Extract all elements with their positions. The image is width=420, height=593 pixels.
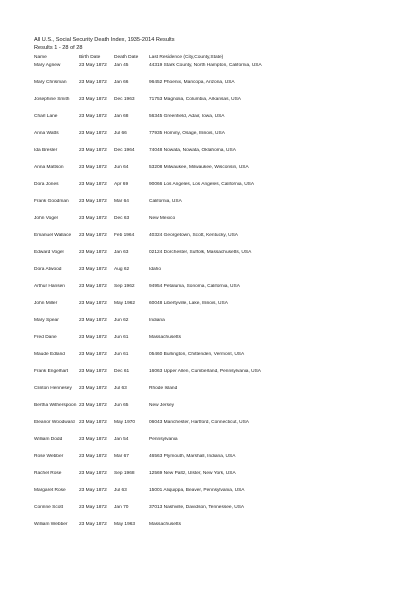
table-row [34,454,389,471]
cell-birth-date: 23 May 1872 [79,199,107,204]
cell-birth-date: 23 May 1872 [79,233,107,238]
cell-last-residence: 60048 Libertyville, Lake, Illinois, USA [149,301,228,306]
cell-death-date: Jun 61 [114,352,129,357]
cell-death-date: Jun 65 [114,403,129,408]
cell-birth-date: 23 May 1872 [79,488,107,493]
cell-name: Mary Chrisman [34,80,67,85]
cell-name: Frank Goodman [34,199,69,204]
cell-last-residence: 12569 New Paltz, Ulster, New York, USA [149,471,236,476]
cell-name: Eleanor Woodward [34,420,75,425]
cell-death-date: Jul 66 [114,131,127,136]
cell-name: Clinton Hennesey [34,386,72,391]
cell-birth-date: 23 May 1872 [79,369,107,374]
cell-last-residence: Rhode Island [149,386,178,391]
cell-death-date: May 1963 [114,522,136,527]
cell-name: Anna Watts [34,131,59,136]
cell-name: Maude Edland [34,352,65,357]
table-row [34,199,389,216]
cell-name: Edward Vogel [34,250,64,255]
document-title: All U.S., Social Security Death Index, 1935-2014 Results [34,37,175,43]
table-row [34,522,389,539]
cell-death-date: Jul 63 [114,386,127,391]
cell-last-residence: 77935 Hominy, Osage, Illinois, USA [149,131,225,136]
cell-death-date: Dec 1963 [114,97,135,102]
header-row [34,55,389,63]
cell-last-residence: California, USA [149,199,182,204]
cell-name: Bertha Witherspoon [34,403,77,408]
table-row [34,386,389,403]
cell-last-residence: Massachusetts [149,335,181,340]
cell-last-residence: 02124 Dorchester, Suffolk, Massachusetts, USA [149,250,252,255]
cell-last-residence: 44319 Stark County, North Hampton, California, USA [149,63,262,68]
cell-last-residence: New Mexico [149,216,176,221]
cell-birth-date: 23 May 1872 [79,114,107,119]
cell-birth-date: 23 May 1872 [79,165,107,170]
cell-birth-date: 23 May 1872 [79,250,107,255]
cell-death-date: May 1962 [114,301,136,306]
table-row [34,301,389,318]
cell-death-date: Sep 1962 [114,284,135,289]
table-row [34,148,389,165]
cell-birth-date: 23 May 1872 [79,284,107,289]
cell-birth-date: 23 May 1872 [79,522,107,527]
table-row [34,403,389,420]
cell-last-residence: 46563 Plymouth, Marshall, Indiana, USA [149,454,236,459]
cell-birth-date: 23 May 1872 [79,335,107,340]
cell-death-date: Apr 69 [114,182,129,187]
cell-death-date: Jun 64 [114,165,129,170]
table-row [34,250,389,267]
table-row [34,182,389,199]
cell-last-residence: 90066 Los Angeles, Los Angeles, California, USA [149,182,255,187]
cell-name: Arthur Hansen [34,284,65,289]
table-row [34,80,389,97]
cell-birth-date: 23 May 1872 [79,63,107,68]
cell-birth-date: 23 May 1872 [79,318,107,323]
cell-name: Emanuel Wallace [34,233,72,238]
header-name: Name [34,55,47,60]
table-row [34,420,389,437]
table-row [34,352,389,369]
cell-name: Margaret Rose [34,488,66,493]
table-row [34,505,389,522]
cell-name: Frank Engelhart [34,369,69,374]
cell-death-date: Jan 54 [114,437,129,442]
table-row [34,63,389,80]
cell-last-residence: 16063 Upper Allen, Cumberland, Pennsylvania, USA [149,369,261,374]
cell-last-residence: 15001 Aliquippa, Beaver, Pennsylvania, USA [149,488,245,493]
cell-birth-date: 23 May 1872 [79,471,107,476]
cell-last-residence: 40324 Georgetown, Scott, Kentucky, USA [149,233,238,238]
cell-last-residence: Pennsylvania [149,437,178,442]
cell-death-date: Sep 1968 [114,471,135,476]
table-row [34,114,389,131]
cell-name: Rachel Rose [34,471,62,476]
results-table [34,55,389,539]
cell-birth-date: 23 May 1872 [79,148,107,153]
cell-last-residence: 56345 Greenfield, Adair, Iowa, USA [149,114,225,119]
cell-last-residence: Indiana [149,318,165,323]
document-header [34,36,175,52]
table-row [34,437,389,454]
table-row [34,284,389,301]
cell-birth-date: 23 May 1872 [79,420,107,425]
cell-death-date: Jun 61 [114,335,129,340]
table-row [34,335,389,352]
cell-name: John Vogel [34,216,58,221]
cell-name: Josephine Smith [34,97,70,102]
cell-name: William Dodd [34,437,63,442]
header-last-residence: Last Residence (City,County,State) [149,55,224,60]
cell-name: Dora Atwood [34,267,62,272]
table-row [34,267,389,284]
table-row [34,369,389,386]
cell-death-date: Aug 62 [114,267,130,272]
cell-birth-date: 23 May 1872 [79,97,107,102]
cell-death-date: Dec 1964 [114,148,135,153]
cell-last-residence: 53208 Milwaukee, Milwaukee, Wisconsin, USA [149,165,249,170]
cell-last-residence: 94954 Petaluma, Sonoma, California, USA [149,284,240,289]
cell-death-date: Dec 63 [114,216,130,221]
cell-birth-date: 23 May 1872 [79,131,107,136]
cell-name: Rose Webber [34,454,64,459]
cell-death-date: Jan 68 [114,114,129,119]
cell-death-date: Mar 67 [114,454,129,459]
cell-death-date: Jun 62 [114,318,129,323]
cell-death-date: Jan 45 [114,63,129,68]
cell-name: Mary Spear [34,318,59,323]
results-count: Results 1 - 28 of 28 [34,45,83,52]
cell-birth-date: 23 May 1872 [79,301,107,306]
cell-name: Corinne Scott [34,505,64,510]
cell-death-date: Mar 64 [114,199,129,204]
cell-death-date: Feb 1964 [114,233,135,238]
table-row [34,131,389,148]
cell-last-residence: 37013 Nashville, Davidson, Tennessee, USA [149,505,245,510]
table-row [34,97,389,114]
cell-last-residence: 71753 Magnolia, Columbia, Arkansas, USA [149,97,241,102]
cell-death-date: Jan 70 [114,505,129,510]
cell-birth-date: 23 May 1872 [79,182,107,187]
cell-name: Charl Lane [34,114,58,119]
table-row [34,216,389,233]
cell-birth-date: 23 May 1872 [79,505,107,510]
table-body [34,63,389,539]
cell-name: John Miller [34,301,58,306]
table-row [34,488,389,505]
cell-death-date: Jan 63 [114,250,129,255]
cell-last-residence: 74048 Nowata, Nowata, Oklahoma, USA [149,148,236,153]
cell-death-date: Jul 63 [114,488,127,493]
cell-birth-date: 23 May 1872 [79,386,107,391]
table-row [34,233,389,250]
cell-last-residence: Idaho [149,267,162,272]
cell-birth-date: 23 May 1872 [79,352,107,357]
cell-birth-date: 23 May 1872 [79,80,107,85]
cell-last-residence: Massachusetts [149,522,181,527]
header-birth-date: Birth Date [79,55,101,60]
cell-last-residence: 05460 Burlington, Chittenden, Vermont, USA [149,352,245,357]
cell-death-date: May 1970 [114,420,136,425]
cell-death-date: Dec 61 [114,369,130,374]
cell-birth-date: 23 May 1872 [79,267,107,272]
cell-birth-date: 23 May 1872 [79,403,107,408]
cell-birth-date: 23 May 1872 [79,216,107,221]
cell-last-residence: New Jersey [149,403,175,408]
cell-name: Mary Agnew [34,63,61,68]
cell-name: Anna Mattson [34,165,64,170]
table-row [34,165,389,182]
cell-death-date: Jan 66 [114,80,129,85]
table-row [34,318,389,335]
table-header [34,55,389,63]
table-row [34,471,389,488]
cell-name: Fred Dane [34,335,57,340]
cell-birth-date: 23 May 1872 [79,454,107,459]
cell-last-residence: 96452 Phoenix, Maricopa, Arizona, USA [149,80,235,85]
cell-last-residence: 06043 Manchester, Hartford, Connecticut, USA [149,420,249,425]
cell-name: Dora Jones [34,182,59,187]
cell-name: Ida Bresler [34,148,58,153]
header-death-date: Death Date [114,55,139,60]
cell-name: William Webber [34,522,68,527]
cell-birth-date: 23 May 1872 [79,437,107,442]
